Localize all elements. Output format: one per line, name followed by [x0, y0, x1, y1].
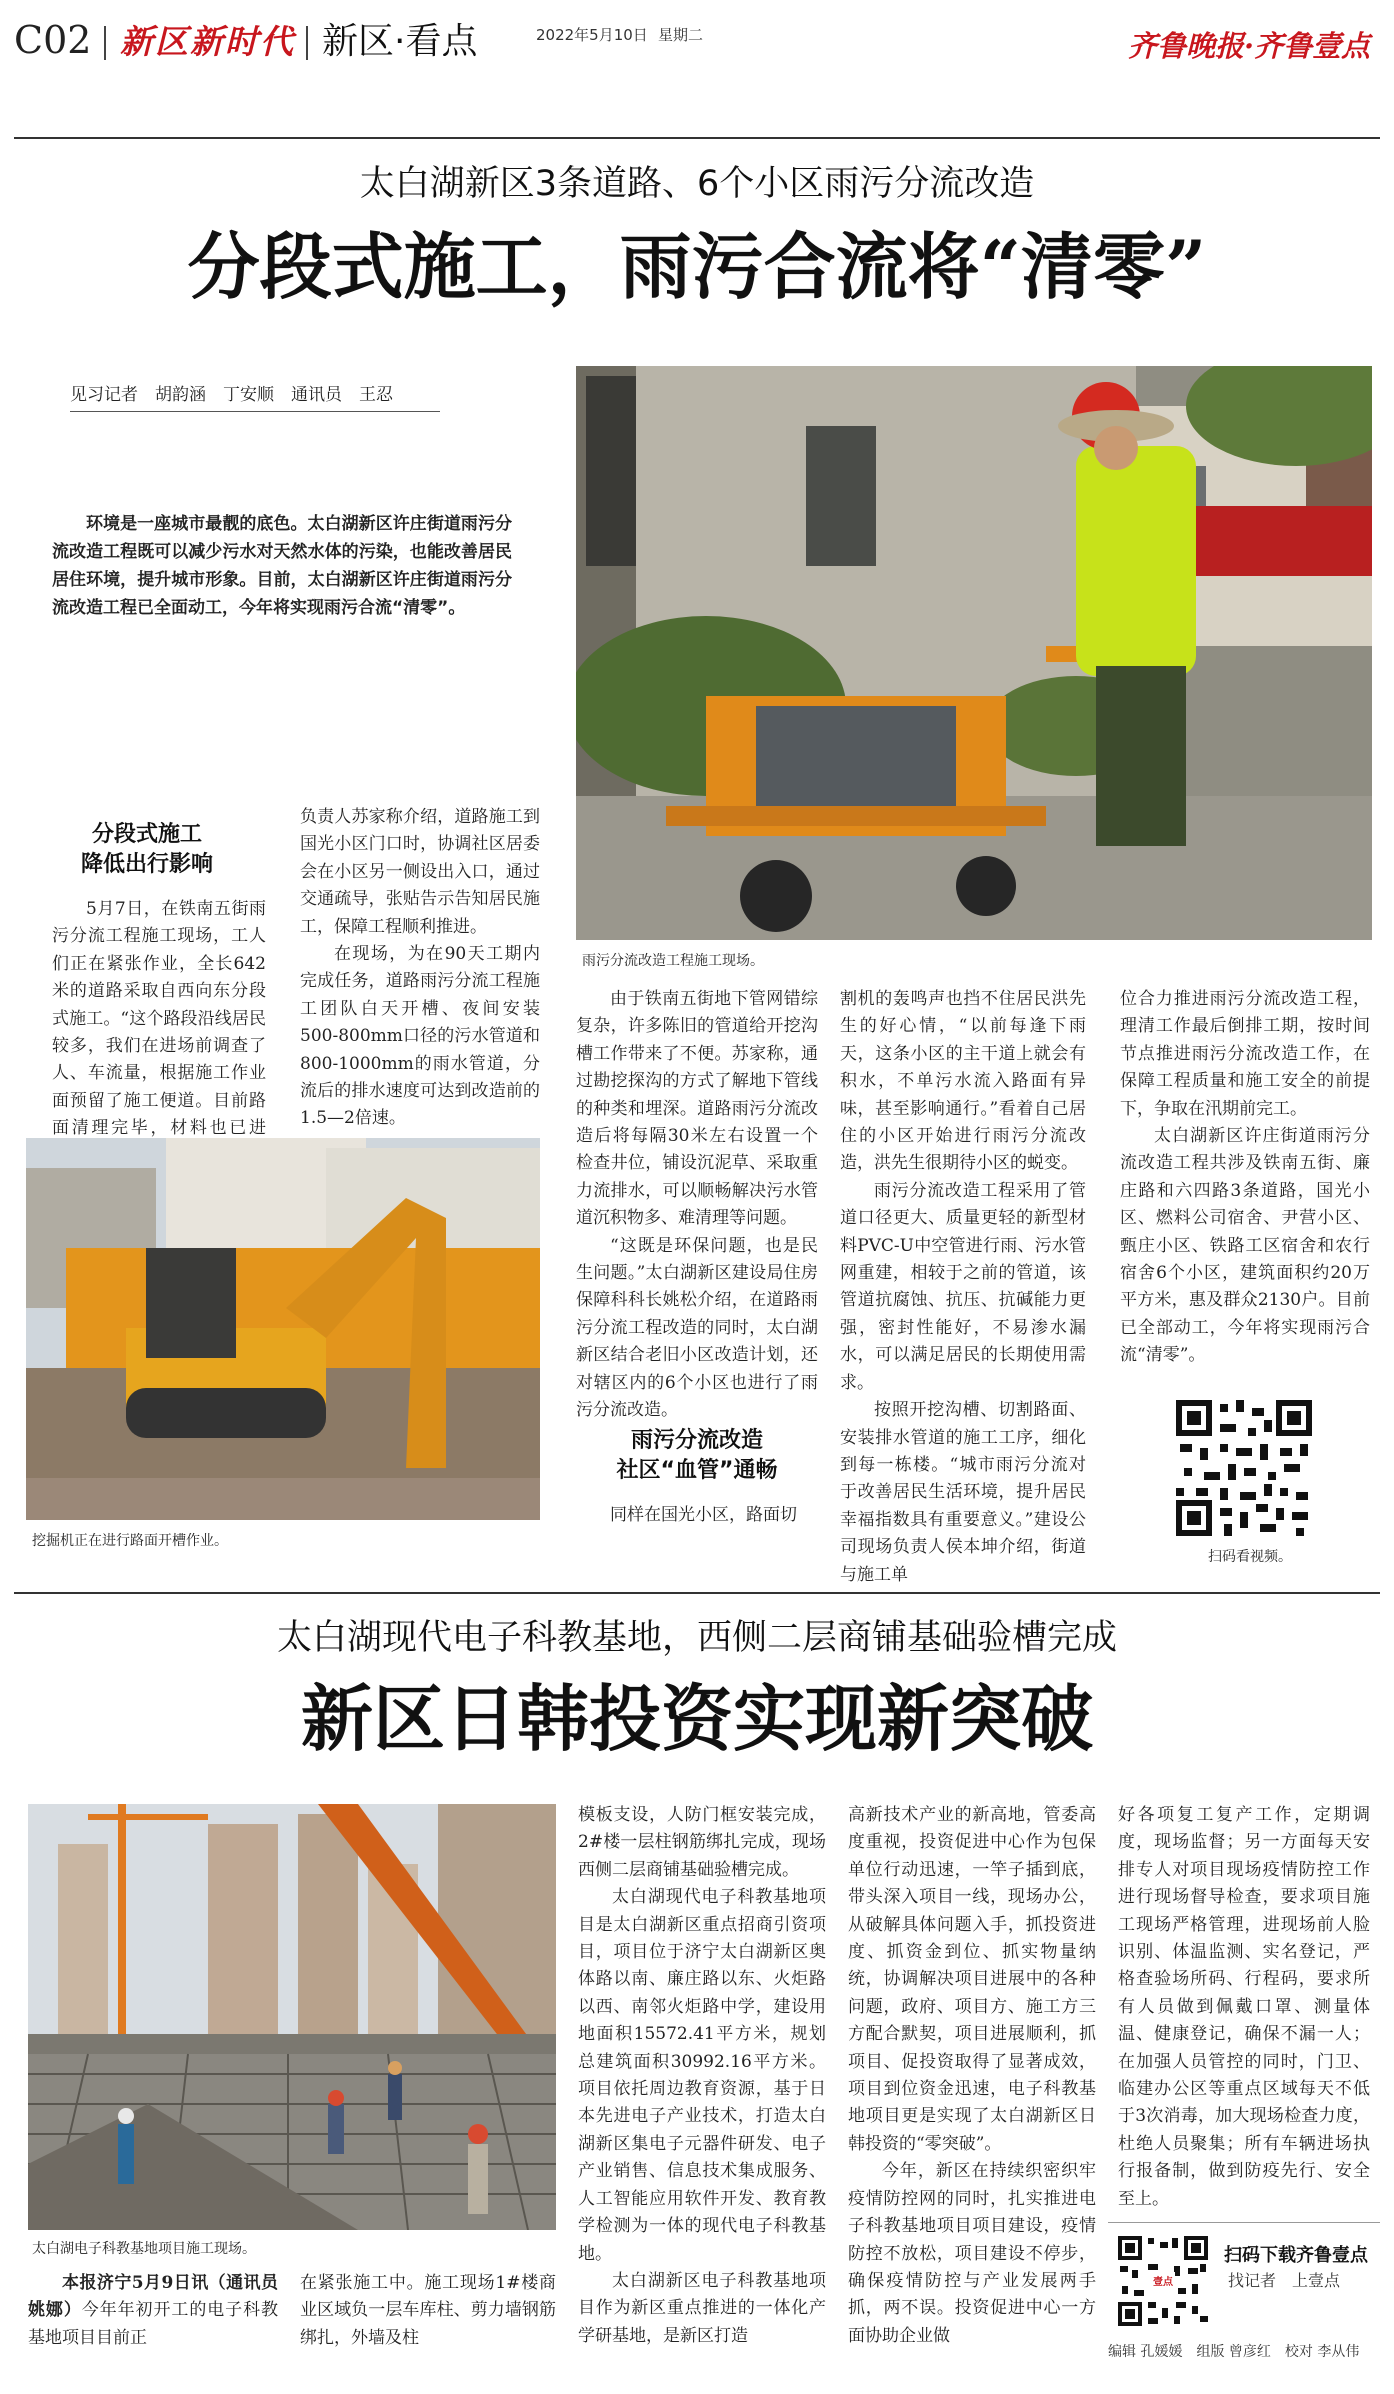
qr-video-caption: 扫码看视频。: [1208, 1549, 1292, 1565]
subhead-segmented-line2: 降低出行影响: [80, 852, 213, 877]
article2-col1: [28, 2270, 295, 2352]
article2-col2-p1: 模板支设，人防门框安装完成，2#楼一层柱钢筋绑扎完成，现场西侧二层商铺基础验槽完成。: [578, 1805, 826, 1880]
road-cutting-illustration: [576, 366, 1372, 940]
article1-col5-p1: 位合力推进雨污分流改造工程，理清工作最后倒排工期，按时间节点推进雨污分流改造工作，在保障工程质量和施工安全的前提下，争取在汛期前完工。: [1120, 989, 1370, 1119]
section-divider: [14, 1592, 1380, 1594]
issue-weekday: 星期二: [658, 26, 704, 44]
header-divider: [104, 26, 106, 60]
article1-headline: 分段式施工，雨污合流将“清零”: [187, 224, 1207, 309]
subhead-segmented-construction: [52, 820, 242, 880]
article2-col1-p1: [28, 2270, 295, 2352]
subhead-community-vessels: [576, 1426, 818, 1486]
qr-video-icon: [1176, 1400, 1312, 1536]
article2-col3-p1: 高新技术产业的新高地，管委高度重视，投资促进中心作为包保单位行动迅速，一竿子插到底，带头深入项目一线，现场办公，从破解具体问题入手，抓投资进度、抓资金到位、抓实物量纳统，协调解决项目进展中的各种问题，政府、项目方、施工方三方配合默契，项目进展顺利，抓项目、促投资取得了显著成效，项目到位资金迅速，电子科教基地项目更是实现了太白湖新区日韩投资的“零突破”。: [848, 1805, 1096, 2154]
article2-col4-p1: 好各项复工复产工作，定期调度，现场监督；另一方面每天安排专人对项目现场疫情防控工作进行现场督导检查，要求项目施工现场严格管理，进现场前人脸识别、体温监测、实名登记，严格查验场所码、行程码，要求所有人员做到佩戴口罩、测量体温、健康登记，确保不漏一人；在加强人员管控的同时，门卫、临建办公区等重点区域每天不低于3次消毒，加大现场检查力度，杜绝人员聚集；所有车辆进场执行报备制，做到防疫先行、安全至上。: [1118, 1805, 1370, 2209]
article2-col2-p2: 太白湖现代电子科教基地项目是太白湖新区重点招商引资项目，项目位于济宁太白湖新区奥体路以南、廉庄路以东、火炬路以西、南邻火炬路中学，建设用地面积15572.41平方米，规划总建筑面积30992.16平方米。项目依托周边教育资源，基于日本先进电子产业技术，打造太白湖新区集电子元器件研发、电子产业销售、信息技术集成服务、人工智能应用软件开发、教育教学检测为一体的现代电子科教基地。: [578, 1887, 826, 2264]
brand-logo: 齐鲁晚报·齐鲁壹点: [1128, 29, 1371, 63]
article1-kicker: 太白湖新区3条道路、6个小区雨污分流改造: [359, 164, 1035, 204]
qr-video-code[interactable]: [1176, 1400, 1312, 1536]
article1-col3-p1: 由于铁南五街地下管网错综复杂，许多陈旧的管道给开挖沟槽工作带来了不便。苏家称，通过勘挖探沟的方式了解地下管线的种类和埋深。道路雨污分流改造后将每隔30米左右设置一个检查井位，铺设沉泥草、采取重力流排水，可以顺畅解决污水管道沉积物多、难清理等问题。: [576, 989, 818, 1229]
excavator-illustration: [26, 1138, 540, 1520]
article2-col4: [1118, 1802, 1370, 2213]
photo-excavator: [26, 1138, 540, 1520]
header-divider-2: [306, 26, 308, 60]
article1-col3: [576, 986, 818, 1425]
download-line1: 扫码下载齐鲁壹点: [1224, 2245, 1368, 2266]
article2-col3-p2: 今年，新区在持续织密织牢疫情防控网的同时，扎实推进电子科教基地项目项目建设，疫情防控不放松，项目建设不停步，确保疫情防控与产业发展两手抓，两不误。投资促进中心一方面协助企业做: [848, 2161, 1096, 2346]
download-line2: 找记者 上壹点: [1228, 2271, 1341, 2290]
article1-col1-p1: 5月7日，在铁南五街雨污分流工程施工现场，工人们正在紧张作业，全长642米的道路采取自西向东分段式施工。“这个路段沿线居民较多，我们在进场前调查了人、车流量，根据施工作业面预留了施工便道。目前路面清理完毕，材料也已进: [52, 899, 266, 1139]
issue-date: 2022年5月10日: [536, 26, 648, 44]
page-number: C02: [14, 18, 92, 62]
qr-download-center-label: 壹点: [1153, 2277, 1173, 2288]
article1-col4-p1: 割机的轰鸣声也挡不住居民洪先生的好心情，“以前每逢下雨天，这条小区的主干道上就会有积水，不单污水流入路面有异味，甚至影响通行。”看着自己居住的小区开始进行雨污分流改造，洪先生很期待小区的蜕变。: [840, 989, 1086, 1174]
qr-download-icon: [1118, 2236, 1208, 2326]
section-title: 新区·看点: [322, 21, 478, 62]
article2-col2: [578, 1802, 826, 2350]
article1-byline: 见习记者 胡韵涵 丁安顺 通讯员 王忍: [70, 383, 440, 412]
article2-kicker: 太白湖现代电子科教基地，西侧二层商铺基础验槽完成: [276, 1618, 1117, 1658]
subhead-community-line2: 社区“血管”通畅: [616, 1458, 778, 1483]
article2-headline: 新区日韩投资实现新突破: [300, 1676, 1093, 1761]
construction-site-illustration: [28, 1804, 556, 2230]
article2-dateline: 本报济宁5月9日讯（通讯员 姚娜）: [28, 2273, 295, 2321]
article1-col4-p2: 雨污分流改造工程采用了管道口径更大、质量更轻的新型材料PVC-U中空管进行雨、污水管网重建，相较于之前的管道，该管道抗腐蚀、抗压、抗碱能力更强，密封性能好，不易渗水漏水，可以满足居民的长期使用需求。: [840, 1180, 1086, 1393]
article1-col3b: [576, 1502, 818, 1529]
article1-col3-p2: “这既是环保问题，也是民生问题。”太白湖新区建设局住房保障科科长姚松介绍，在道路雨污分流工程改造的同时，太白湖新区结合老旧小区改造计划，还对辖区内的6个小区也进行了雨污分流改造。: [576, 1235, 818, 1421]
photo-excavator-caption: 挖掘机正在进行路面开槽作业。: [32, 1533, 228, 1549]
article1-col2: [300, 804, 540, 1133]
photo-construction-caption: 太白湖电子科教基地项目施工现场。: [32, 2241, 256, 2257]
article2-col2a-p1: 在紧张施工中。施工现场1#楼商业区域负一层车库柱、剪力墙钢筋绑扎，外墙及柱: [300, 2273, 556, 2348]
article1-col3b-p1: 同样在国光小区，路面切: [610, 1505, 797, 1525]
footer-credits: 编辑 孔媛媛 组版 曾彦红 校对 李从伟: [1108, 2344, 1360, 2360]
qr-download-code[interactable]: [1118, 2236, 1208, 2326]
article1-col5: [1120, 986, 1370, 1370]
column-logo: 新区新时代: [120, 22, 295, 61]
subhead-segmented-line1: 分段式施工: [91, 822, 202, 847]
photo-construction-site: [28, 1804, 556, 2230]
article2-col2-p3: 太白湖新区电子科教基地项目作为新区重点推进的一体化产学研基地，是新区打造: [578, 2270, 826, 2346]
article2-col2a: [300, 2270, 556, 2352]
article1-col1: [52, 896, 266, 1170]
article2-col1-text: 今年年初开工的电子科教基地项目目前正: [28, 2300, 279, 2348]
article1-col2-p2: 在现场，为在90天工期内完成任务，道路雨污分流工程施工团队白天开槽、夜间安装500-800mm口径的污水管道和800-1000mm的雨水管道，分流后的排水速度可达到改造前的1.5—2倍速。: [300, 944, 540, 1129]
photo-road-cutting: [576, 366, 1372, 940]
photo-road-cutting-caption: 雨污分流改造工程施工现场。: [582, 953, 764, 969]
article2-col3: [848, 1802, 1096, 2350]
article1-col4-p3: 按照开挖沟槽、切割路面、安装排水管道的施工工序，细化到每一栋楼。“城市雨污分流对于改善居民生活环境，提升居民幸福指数具有重要意义。”建设公司现场负责人侯本坤介绍，街道与施工单: [840, 1400, 1086, 1585]
subhead-community-line1: 雨污分流改造: [630, 1428, 763, 1453]
article1-lead: 环境是一座城市最靓的底色。太白湖新区许庄街道雨污分流改造工程既可以减少污水对天然水体的污染，也能改善居民居住环境，提升城市形象。目前，太白湖新区许庄街道雨污分流改造工程已全面动工，今年将实现雨污合流“清零”。: [52, 514, 512, 618]
article1-col4: [840, 986, 1086, 1589]
article1-col2-p1: 负责人苏家称介绍，道路施工到国光小区门口时，协调社区居委会在小区另一侧设出入口，通过交通疏导，张贴告示告知居民施工，保障工程顺利推进。: [300, 807, 540, 937]
header-rule: [14, 137, 1380, 139]
article1-col5-p2: 太白湖新区许庄街道雨污分流改造工程共涉及铁南五街、廉庄路和六四路3条道路，国光小区、燃料公司宿舍、尹营小区、甄庄小区、铁路工区宿舍和农行宿舍6个小区，建筑面积约20万平方米，惠及群众2130户。目前已全部动工，今年将实现雨污合流“清零”。: [1120, 1126, 1370, 1366]
